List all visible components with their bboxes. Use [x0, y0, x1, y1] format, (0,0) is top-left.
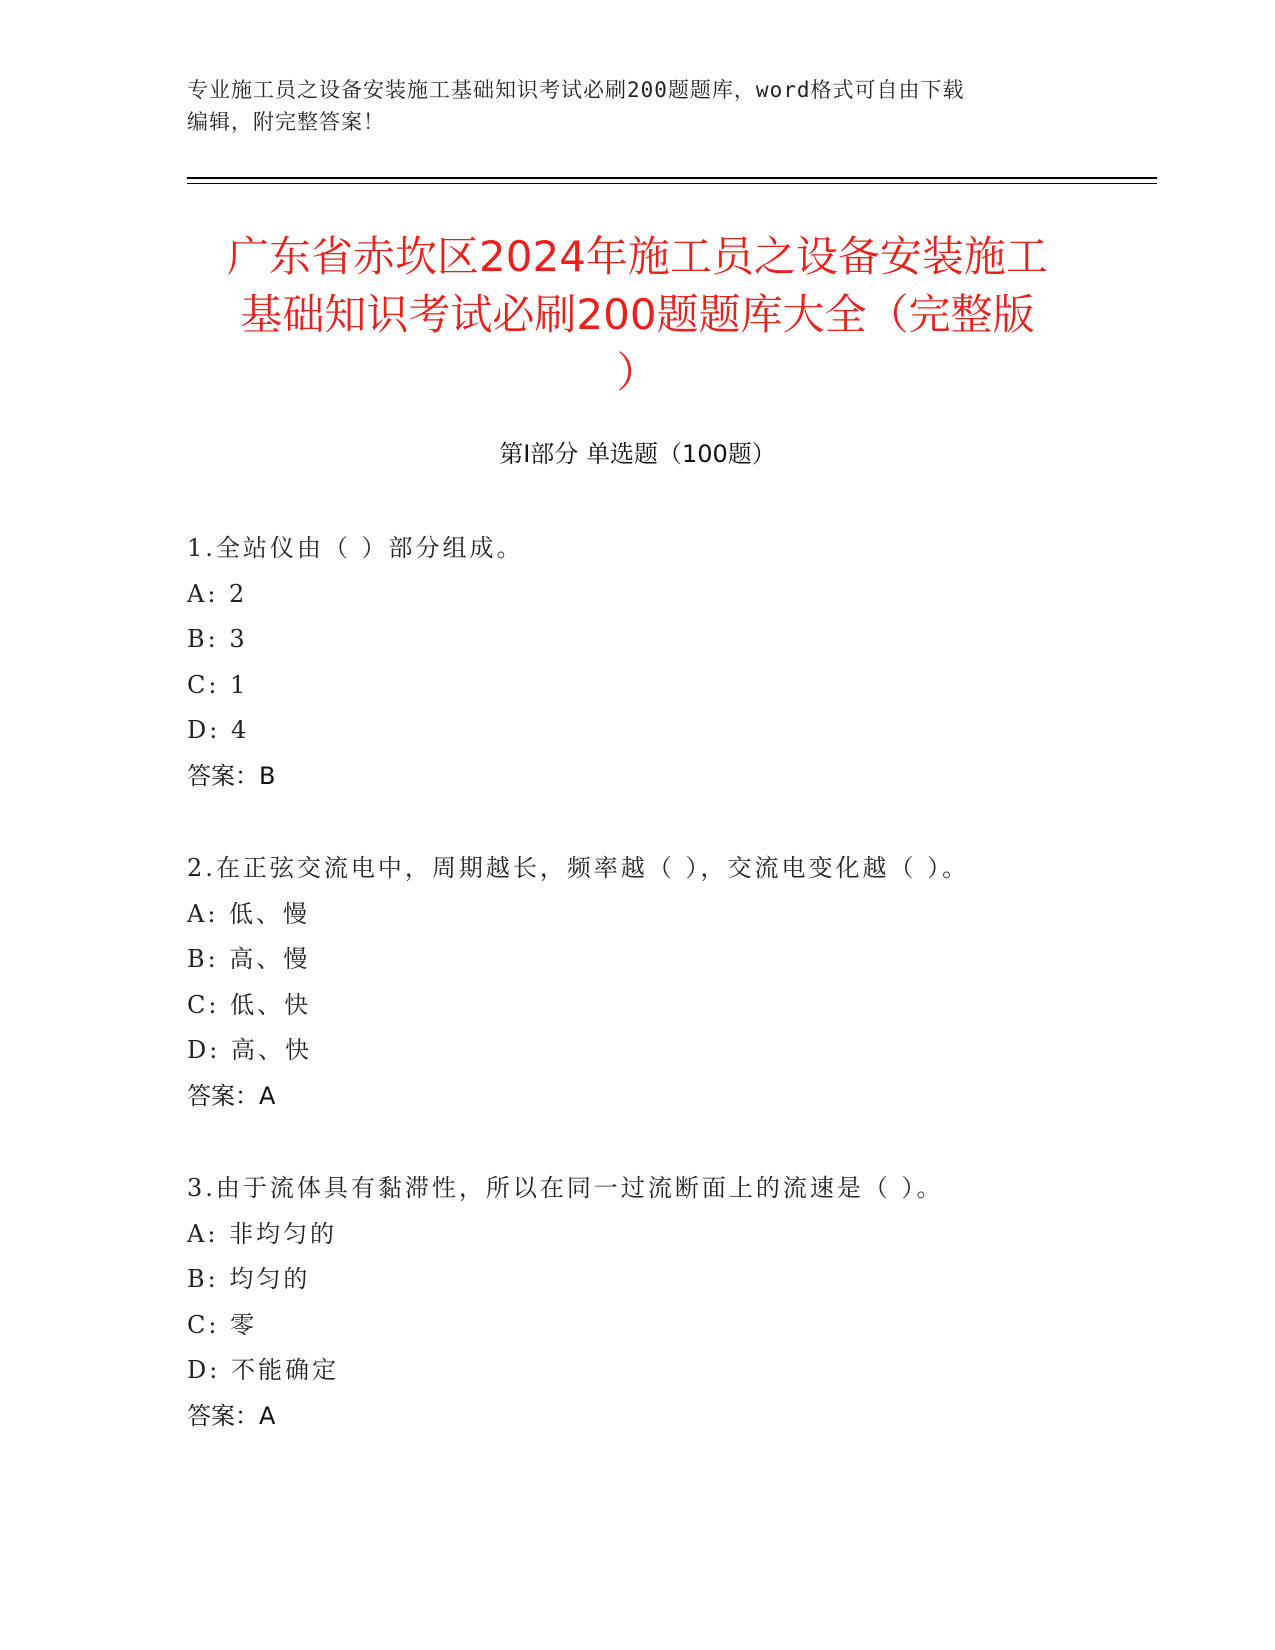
- header-divider-thin: [187, 183, 1157, 184]
- option-d: D: 4: [187, 716, 250, 744]
- question-stem: 3.由于流体具有黏滞性，所以在同一过流断面上的流速是（ ）。: [187, 1174, 944, 1202]
- question-1: [187, 526, 1087, 799]
- option-c: C: 低、快: [187, 990, 312, 1019]
- title-line-1: 广东省赤坎区2024年施工员之设备安装施工: [227, 232, 1048, 281]
- option-a: A: 非均匀的: [187, 1219, 338, 1248]
- question-2: [187, 846, 1087, 1119]
- option-c: C: 零: [187, 1310, 258, 1339]
- option-c: C: 1: [187, 670, 249, 699]
- question-3: [187, 1166, 1087, 1439]
- answer: 答案：A: [187, 1081, 276, 1110]
- option-b: B: 3: [187, 625, 248, 653]
- header-note-line-1: 专业施工员之设备安装施工基础知识考试必刷200题题库，word格式可自由下载: [187, 78, 965, 102]
- option-a: A: 低、慢: [187, 899, 311, 928]
- section-heading: 第I部分 单选题（100题）: [499, 440, 776, 468]
- title-line-3: ）: [616, 348, 659, 397]
- option-b: B: 均匀的: [187, 1265, 311, 1293]
- answer: 答案：B: [187, 761, 276, 790]
- option-b: B: 高、慢: [187, 945, 311, 973]
- header-divider-thick: [187, 177, 1157, 179]
- header-note: [187, 74, 1067, 138]
- question-stem: 1.全站仪由（ ）部分组成。: [187, 534, 524, 562]
- option-a: A: 2: [187, 579, 248, 608]
- document-title: [170, 228, 1105, 402]
- option-d: D: 高、快: [187, 1036, 312, 1064]
- title-line-2: 基础知识考试必刷200题题库大全（完整版: [240, 290, 1035, 339]
- question-stem: 2.在正弦交流电中，周期越长，频率越（ ），交流电变化越（ ）。: [187, 854, 970, 882]
- header-note-line-2: 编辑，附完整答案！: [187, 110, 385, 134]
- answer: 答案：A: [187, 1401, 276, 1430]
- option-d: D: 不能确定: [187, 1356, 339, 1384]
